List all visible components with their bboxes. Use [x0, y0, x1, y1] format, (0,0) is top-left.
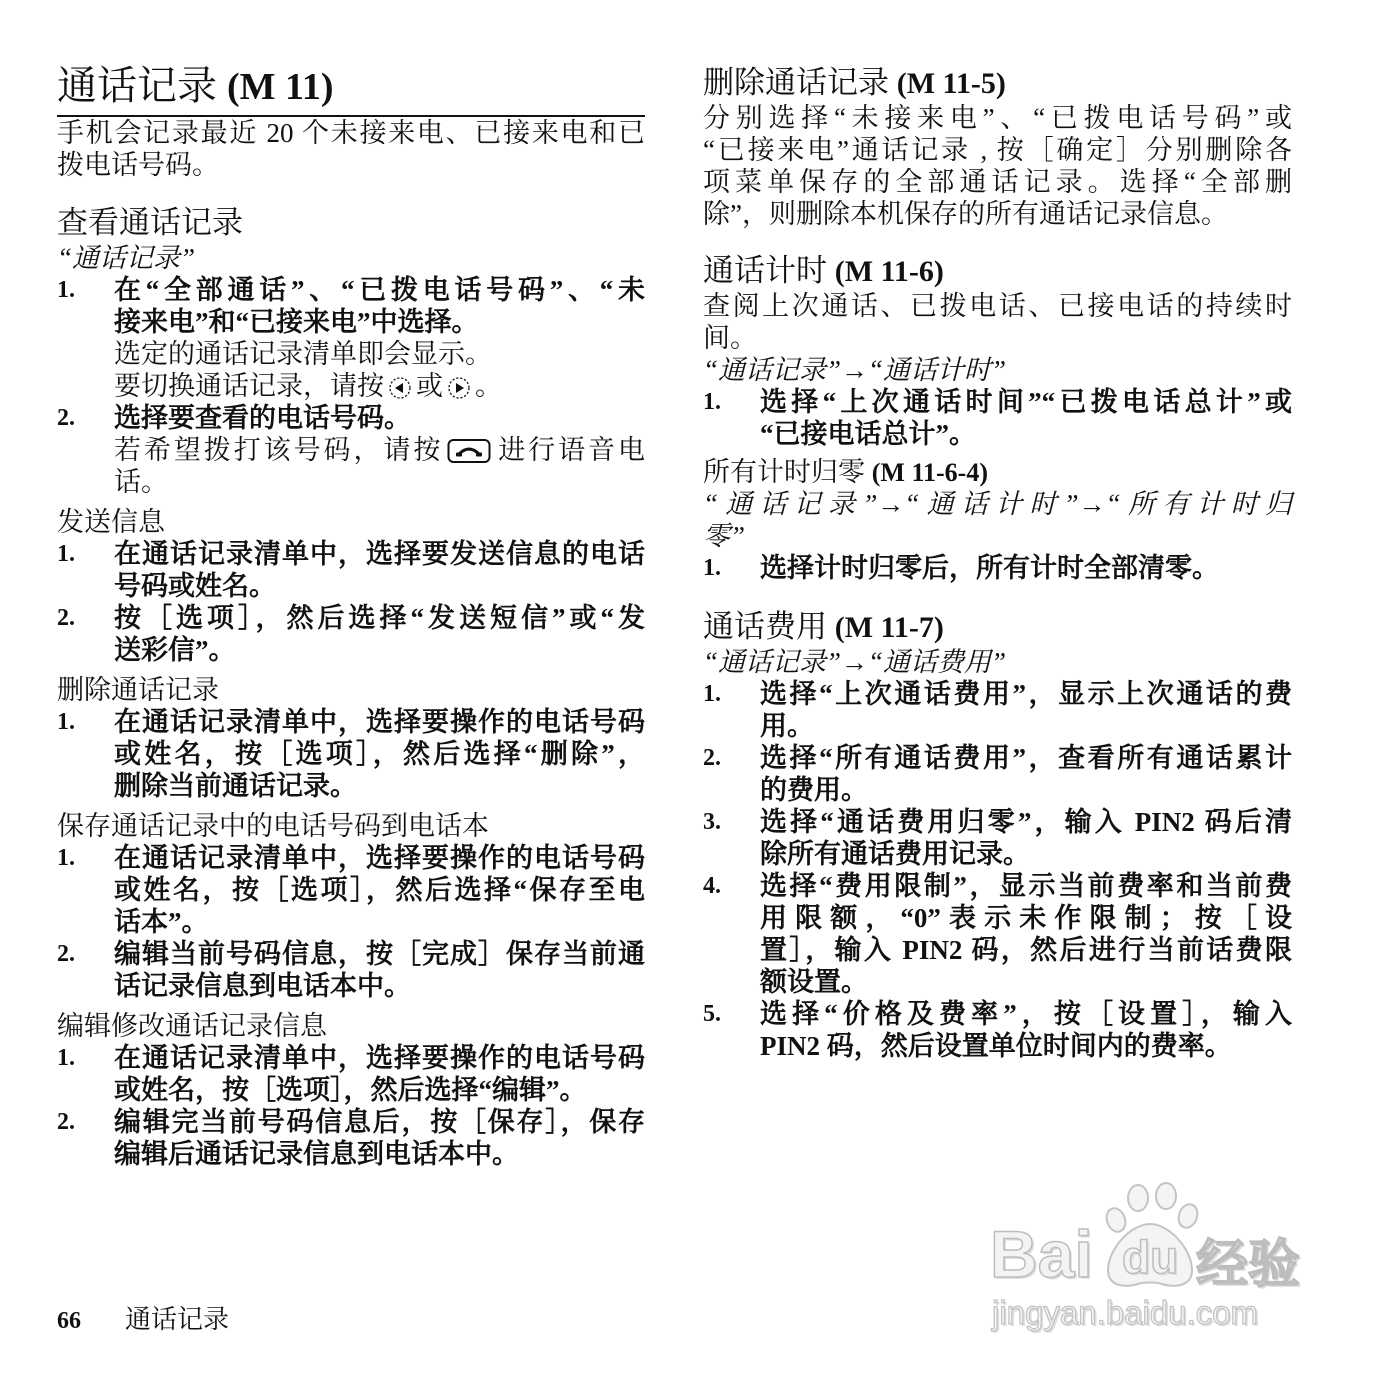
step-1 [57, 706, 645, 802]
step-text-line: 号码或姓名。 [114, 571, 276, 601]
step-number: 1. [703, 555, 721, 581]
menu-path: “通话记录” [57, 243, 196, 273]
step-1 [703, 678, 1292, 742]
step-text-line: 选择“上次通话费用”，显示上次通话的费 [760, 679, 1292, 709]
step-text-line: 在通话记录清单中，选择要发送信息的电话 [114, 539, 645, 569]
step-2 [57, 602, 645, 666]
section-heading-save-to-phonebook: 保存通话记录中的电话号码到电话本 [57, 811, 489, 841]
step-text-line: 或姓名，按［选项］，然后选择“编辑”。 [114, 1075, 587, 1105]
intro-line: 拨电话号码。 [57, 150, 219, 180]
step-text-line: 在通话记录清单中，选择要操作的电话号码 [114, 707, 645, 737]
step-text-line: 删除当前通话记录。 [114, 771, 357, 801]
paragraph-line: 间。 [703, 323, 757, 353]
step-text-line: 在“全部通话”、“已拨电话号码”、“未 [114, 275, 645, 305]
page-title-text: 通话记录 [57, 63, 217, 108]
menu-path: “通话记录”→“通话费用” [703, 647, 1007, 677]
menu-code: (M 11-6) [834, 255, 944, 288]
section-heading-delete-record: 删除通话记录 [57, 675, 219, 705]
step-1 [57, 274, 645, 402]
step-2 [703, 742, 1292, 806]
step-2 [57, 938, 645, 1002]
page-title-code: (M 11) [227, 66, 334, 108]
paragraph-line: 分别选择“未接来电”、“已拨电话号码”或 [703, 103, 1292, 133]
step-1 [57, 538, 645, 602]
section-heading-edit-record: 编辑修改通话记录信息 [57, 1011, 327, 1041]
page-footer [57, 1304, 229, 1336]
step-2 [57, 402, 645, 498]
step-number: 1. [57, 277, 75, 303]
switch-hint-line [114, 370, 645, 402]
step-text-line: 编辑当前号码信息，按［完成］保存当前通 [114, 939, 645, 969]
step-text-line: 编辑完当前号码信息后，按［保存］，保存 [114, 1107, 645, 1137]
step-text-line: 在通话记录清单中，选择要操作的电话号码 [114, 843, 645, 873]
paragraph-line: 查阅上次通话、已拨电话、已接电话的持续时 [703, 291, 1292, 321]
step-1 [703, 552, 1292, 584]
menu-code: (M 11-6-4) [871, 458, 988, 487]
step-number: 3. [703, 809, 721, 835]
switch-hint-before: 要切换通话记录，请按 [114, 371, 384, 401]
step-text-line: 送彩信”。 [114, 635, 236, 665]
menu-path: 零” [703, 521, 746, 551]
step-text-line: 话记录信息到电话本中。 [114, 971, 411, 1001]
menu-code: (M 11-7) [834, 611, 944, 644]
step-text-line: 选择“价格及费率”，按［设置］，输入 [760, 999, 1292, 1029]
section-heading-call-timer [703, 252, 1292, 290]
watermark-brand-latin-2: du [1122, 1231, 1179, 1283]
left-column [57, 60, 645, 1170]
switch-hint-after: 。 [475, 371, 502, 401]
step-number: 4. [703, 873, 721, 899]
step-number: 2. [57, 405, 75, 431]
section-heading-delete-call-log [703, 64, 1292, 102]
step-number: 2. [57, 1109, 75, 1135]
step-text-line: 选择“通话费用归零”，输入 PIN2 码后清 [760, 807, 1292, 837]
chapter-name: 通话记录 [125, 1305, 230, 1334]
step-number: 1. [703, 389, 721, 415]
step-1 [57, 842, 645, 938]
step-1 [703, 386, 1292, 450]
step-text-line: 或姓名，按［选项］，然后选择“保存至电 [114, 875, 645, 905]
step-3 [703, 806, 1292, 870]
step-2 [57, 1106, 645, 1170]
paragraph-line: “已接来电”通话记录 , 按［确定］分别删除各 [703, 135, 1292, 165]
section-heading-reset-timers [703, 456, 1292, 488]
paragraph-line: 项菜单保存的全部通话记录。选择“全部删 [703, 167, 1292, 197]
step-number: 1. [57, 845, 75, 871]
switch-hint-or: 或 [416, 371, 443, 401]
step-text-line: PIN2 码，然后设置单位时间内的费率。 [760, 1031, 1232, 1061]
step-text-line: 在通话记录清单中，选择要操作的电话号码 [114, 1043, 645, 1073]
section-heading-call-cost [703, 608, 1292, 646]
heading-text: 所有计时归零 [703, 457, 865, 487]
step-text-line: 用。 [760, 711, 814, 741]
step-text-line: 编辑后通话记录信息到电话本中。 [114, 1139, 519, 1169]
right-column [703, 64, 1292, 1062]
page-number: 66 [57, 1308, 81, 1334]
paragraph-line: 除”，则删除本机保存的所有通话记录信息。 [703, 199, 1228, 229]
menu-path: “通话记录”→“通话计时”→“所有计时归 [703, 489, 1292, 519]
step-4 [703, 870, 1292, 998]
delete-call-log-paragraph [703, 102, 1292, 230]
step-text-line: 额设置。 [760, 967, 868, 997]
heading-text: 通话计时 [703, 253, 827, 288]
step-text-line: 选择“费用限制”，显示当前费率和当前费 [760, 871, 1292, 901]
intro-paragraph [57, 117, 645, 181]
intro-line: 手机会记录最近 20 个未接来电、已接来电和已 [57, 118, 645, 148]
heading-text: 通话费用 [703, 609, 827, 644]
step-text-line: 置］，输入 PIN2 码，然后进行当前话费限 [760, 935, 1292, 965]
call-hint-end: 话。 [114, 467, 168, 497]
heading-text: 删除通话记录 [703, 65, 889, 100]
watermark-url: jingyan.baidu.com [992, 1294, 1258, 1331]
step-number: 1. [57, 709, 75, 735]
step-text-line: 话本”。 [114, 907, 209, 937]
menu-path: “通话记录”→“通话计时” [703, 355, 1007, 385]
step-text-line: 选择要查看的电话号码。 [114, 403, 411, 433]
step-number: 1. [703, 681, 721, 707]
step-text-line: 接来电”和“已接来电”中选择。 [114, 307, 479, 337]
call-hint-before: 若希望拨打该号码，请按 [114, 435, 444, 465]
step-text-line: “已接电话总计”。 [760, 419, 976, 449]
step-5 [703, 998, 1292, 1062]
step-text-line: 除所有通话费用记录。 [760, 839, 1030, 869]
step-number: 2. [57, 941, 75, 967]
step-number: 1. [57, 1045, 75, 1071]
step-text-line: 选择“所有通话费用”，查看所有通话累计 [760, 743, 1292, 773]
step-text-line: 的费用。 [760, 775, 868, 805]
step-number: 2. [703, 745, 721, 771]
call-hint-after: 进行语音电 [495, 435, 645, 465]
step-text-line: 选择“上次通话时间”“已拨电话总计”或 [760, 387, 1292, 417]
step-text-line: 用限额，“0”表示未作限制；按［设 [760, 903, 1292, 933]
step-number: 5. [703, 1001, 721, 1027]
step-number: 1. [57, 541, 75, 567]
call-hint-line [114, 434, 645, 466]
section-heading-view-call-log: 查看通话记录 [57, 205, 243, 240]
menu-code: (M 11-5) [896, 67, 1006, 100]
step-text-line: 选择计时归零后，所有计时全部清零。 [760, 553, 1219, 583]
step-1 [57, 1042, 645, 1106]
watermark-brand-cn: 经验 [1196, 1236, 1301, 1294]
step-result-line: 选定的通话记录清单即会显示。 [114, 339, 492, 369]
step-number: 2. [57, 605, 75, 631]
watermark-brand-latin-1: Bai [990, 1217, 1093, 1291]
step-text-line: 或姓名，按［选项］，然后选择“删除”， [114, 739, 645, 769]
page-title [57, 60, 645, 112]
section-heading-send-message: 发送信息 [57, 507, 165, 537]
call-key-icon [447, 438, 491, 471]
step-text-line: 按［选项］，然后选择“发送短信”或“发 [114, 603, 645, 633]
